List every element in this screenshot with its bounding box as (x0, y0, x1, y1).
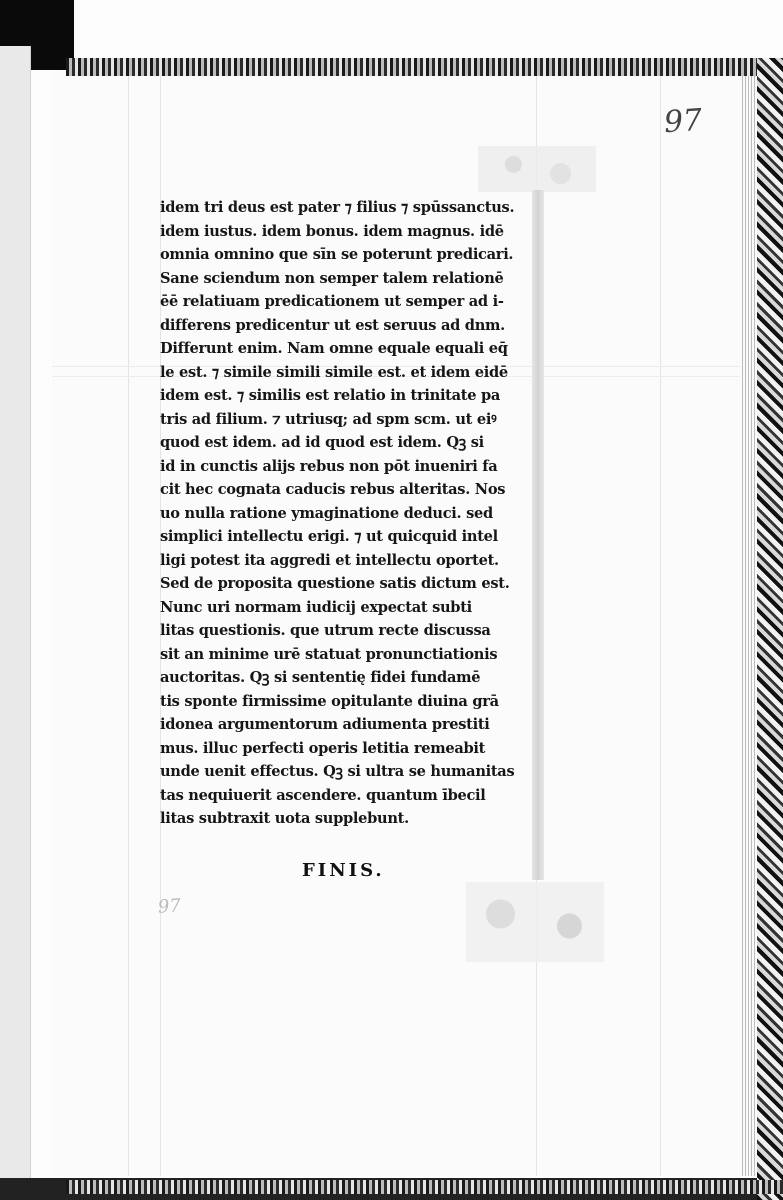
text-line: ēē relatiuam predicationem ut semper ad i- (160, 293, 504, 310)
text-line: tris ad filium. ⁊ utriusq; ad spm scm. ut eiꝰ (160, 410, 497, 428)
text-line: id in cunctis alijs rebus non pōt inueniri fa (160, 457, 498, 475)
ruling-line (128, 70, 129, 1176)
text-line: auctoritas. Qꝫ si sententię fidei fundamē (160, 669, 481, 686)
text-line: quod est idem. ad id quod est idem. Qꝫ si (160, 434, 484, 451)
decorative-border-right (757, 58, 783, 1200)
colophon-finis: FINIS. (302, 860, 385, 881)
text-line: litas questionis. que utrum recte discussa (160, 622, 491, 639)
text-line: unde uenit effectus. Qꝫ si ultra se humanitas (160, 763, 515, 780)
text-line: Sed de proposita questione satis dictum est. (160, 575, 510, 592)
main-text-column (160, 196, 540, 831)
decorative-border-top (66, 58, 783, 76)
text-line: mus. illuc perfecti operis letitia remeabit (160, 739, 486, 757)
text-line: Sane sciendum non semper talem relationē (160, 269, 504, 287)
text-line: Nunc uri normam iudicij expectat subti (160, 598, 472, 616)
text-line: simplici intellectu erigi. ⁊ ut quicquid intel (160, 528, 498, 545)
text-line: le est. ⁊ simile simili simile est. et idem eidē (160, 363, 508, 381)
ruling-line (660, 70, 661, 1176)
text-line: cit hec cognata caducis rebus alteritas. Nos (160, 481, 506, 498)
text-line: ligi potest ita aggredi et intellectu oportet. (160, 551, 499, 569)
show-through-ornament (478, 146, 596, 192)
text-line: tas nequiuerit ascendere. quantum ībecil (160, 786, 486, 804)
text-line: tis sponte firmissime opitulante diuina grā (160, 692, 499, 710)
text-line: idem est. ⁊ similis est relatio in trinitate pa (160, 387, 501, 404)
show-through-ornament (466, 882, 604, 962)
text-line: uo nulla ratione ymaginatione deduci. sed (160, 504, 493, 522)
text-line: sit an minime urē statuat pronunctiationis (160, 645, 498, 663)
facing-page-edge (0, 46, 31, 1200)
text-line: omnia omnino que sīn se poterunt predicari. (160, 246, 514, 263)
folio-number: 97 (662, 102, 704, 141)
text-line: Differunt enim. Nam omne equale equali eq̄ (160, 340, 508, 357)
decorative-border-bottom (66, 1180, 783, 1194)
text-line: idem tri deus est pater ⁊ filius ⁊ spūssanctus. (160, 199, 515, 216)
text-line: differens predicentur ut est seruus ad dnm. (160, 316, 505, 334)
text-line: idem iustus. idem bonus. idem magnus. idē (160, 222, 504, 240)
text-line: idonea argumentorum adiumenta prestiti (160, 716, 490, 733)
text-line: litas subtraxit uota supplebunt. (160, 810, 409, 827)
fore-edge (740, 76, 756, 1176)
folio-number-show-through: 97 (157, 895, 182, 918)
